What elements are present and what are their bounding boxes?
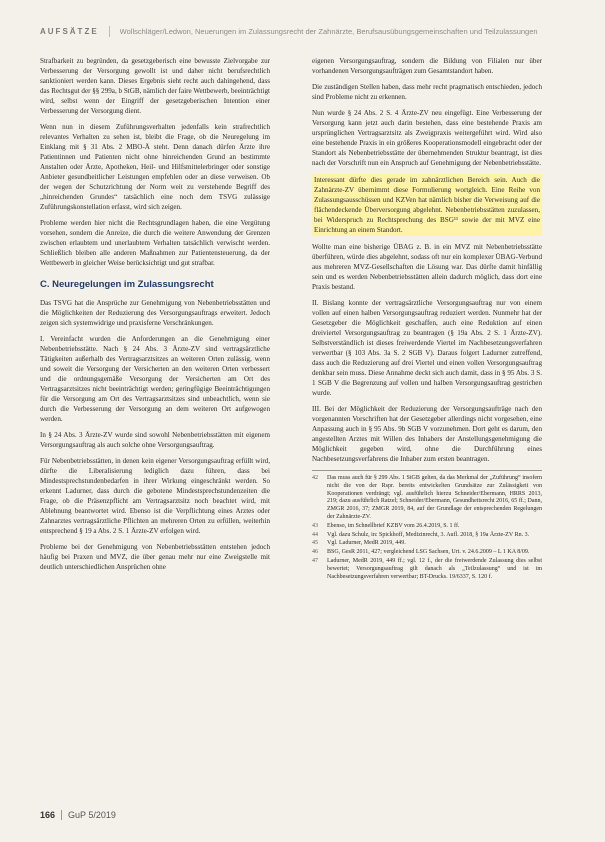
paragraph: Strafbarkeit zu begründen, da gesetzgeberisch eine bewusste Zielvorgabe zur Verbesserung der Versorgung gewollt ist und daher nicht berufsrechtlich sanktioniert werden kann. Dieses Ergebnis sieht recht auch dahingehend, dass das Rechtsgut der §§ 299a, b StGB, nämlich der faire Wettbewerb, beeinträchtigt wird, selbst wenn der Eingriff der gesetzgeberischen Intention einer Verbesserung der Versorgung dient. <box>40 57 270 115</box>
paragraph: Probleme bei der Genehmigung von Nebenbetriebsstätten entstehen jedoch häufig bei Praxen und MVZ, die über genau mehr nur eine Zweigstelle mit deutlich unterschiedlichen Ansprüchen ohne <box>40 543 270 571</box>
footnote-number: 43 <box>312 522 318 529</box>
footnote <box>312 549 542 557</box>
footnote <box>312 558 542 581</box>
footnote <box>312 532 542 540</box>
paragraph: Nun wurde § 24 Abs. 2 S. 4 Ärzte-ZV neu eingefügt. Eine Verbesserung der Versorgung kann jetzt auch darin bestehen, dass eine bestehende Praxis am ursprünglichen Vertragsarztsitz als Zweigpraxis weitergeführt wird. Wird also eine bestehende Praxis in ein größeres Kooperationsmodell eingebracht oder der Standort als Nebenbetriebsstätte der übernehmenden Struktur beantragt, ist dies nach der Vorschrift nun ein Anspruch auf Genehmigung der Nebenbetriebsstätte. <box>312 109 542 167</box>
footnote <box>312 475 542 522</box>
running-header <box>40 22 570 40</box>
footnote-text: Ebenso, im Schnellbrief KZBV vom 26.4.2019, S. 1 ff. <box>327 522 460 529</box>
page-number: 166 <box>40 810 56 820</box>
paragraph: Wenn nun in diesem Zuführungsverhalten jedenfalls kein strafrechtlich relevantes Verhalten zu sehen ist, bleibt die Frage, ob die Neuregelung im Einklang mit § 31 Abs. 2 MBO-Ä steht. Denn danach dürfen Ärzte ihre Patientinnen und Patienten nicht ohne hinreichenden Grund an bestimmte Anstalten oder Ärzte, Apotheken, Heil- und Hilfsmittelerbringer oder sonstige Anbieter gesundheitlicher Leistungen empfehlen oder an diese verweisen. Ob der wegen der Schutzrichtung der Norm weit zu verstehende Begriff des „hinreichenden Grundes“ tatsächlich eine noch dem TSVG zulässige Zuführungskonstellation erfasst, wird sich zeigen. <box>40 123 270 211</box>
footnote-text: Vgl. Ladurner, MedR 2019, 449. <box>327 540 406 547</box>
highlighted-paragraph: Interessant dürfte dies gerade im zahnärztlichen Bereich sein. Auch die Zahnärzte-ZV übernimmt diese Formulierung wortgleich. Eine Reihe von Zulassungsausschüssen und KZVen hat nämlich bisher die Verweisung auf die flächendeckende Überversorgung abgelehnt. Nebenbetriebsstätten zuzulassen, bei Widerspruch zu Rechtsprechung des BSG¹¹ sowie der mit MVZ eine Einrichtung an einem Standort. <box>314 176 540 234</box>
footnote-number: 44 <box>312 531 318 538</box>
footnote-number: 45 <box>312 540 318 547</box>
paragraph: Die zuständigen Stellen haben, dass mehr recht pragmatisch entschieden, jedoch sind Probleme nicht zu erkennen. <box>312 83 542 101</box>
footer-divider <box>61 810 62 820</box>
journal-issue: GuP 5/2019 <box>68 810 116 820</box>
paragraph: Das TSVG hat die Ansprüche zur Genehmigung von Nebenbetriebsstätten und die Möglichkeiten der Reduzierung des Versorgungsauftrags erweitert. Jedoch zeigen sich systemwidrige und praxisferne Verschränkungen. <box>40 299 270 327</box>
footnote-text: Vgl. dazu Schulz, in: Spickhoff, Medizinrecht, 3. Aufl. 2018, § 19a Ärzte-ZV Rn. 3. <box>327 531 530 538</box>
paragraph: Wollte man eine bisherige ÜBAG z. B. in ein MVZ mit Nebenbetriebsstätte überführen, würde dies abgelehnt, sodass oft nur ein komplexer ÜBAG-Verbund aus mehreren MVZ-Gesellschaften die Lösung war. Das dürfte damit hinfällig sein und es werden Nebenbetriebsstätten allein dadurch möglich, dass dort eine Praxis bestand. <box>312 243 542 291</box>
right-column <box>312 56 542 582</box>
paragraph: Probleme werden hier nicht die Rechtsgrundlagen haben, die eine Vergütung vorsehen, sondern die Anreize, die durch die weitere Anwendung der Grenzen zwischen erlaubtem und unerlaubtem Verhalten tatsächlich verwischt werden. Schließlich bleiben alle anderen Maßnahmen zur Patientensteuerung, da der Wettbewerb in gleicher Weise berücksichtigt und gut strafbar. <box>40 219 270 267</box>
footnote-text: Das muss auch für § 299 Abs. 1 StGB gelten, da das Merkmal der „Zuführung“ insofern nicht die von der Rspr. bereits entwickelten Grundsätze zur Zulässigkeit von Kooperationen verdrängt; vgl. ausführlich hierzu Schneider/Ebermann, HRRS 2013, 219; dazu ausführlich Ratzel; Schneider/Ebermann, Gesundheitsrecht 2016, 65 ff.; Dann, ZMGR 2016, 37; ZMGR 2019, 84, auf der Grundlage der entsprechenden Regelungen der Zahnärzte-ZV. <box>327 475 542 520</box>
header-divider <box>109 26 110 37</box>
section-label: AUFSÄTZE <box>40 26 99 36</box>
footnote-text: BSG, GesR 2011, 427; vergleichend LSG Sachsen, Urt. v. 24.6.2009 – L 1 KA 8/09. <box>327 549 530 556</box>
footnote-number: 47 <box>312 557 318 564</box>
paragraph: I. Vereinfacht wurden die Anforderungen an die Genehmigung einer Nebenbetriebsstätte. Nach § 24 Abs. 3 Ärzte-ZV sind vertragsärztliche Tätigkeiten außerhalb des Vertragsarztsitzes an weiteren Orten zulässig, wenn und soweit die Versorgung der Versicherten an den weiteren Orten verbessert und die ordnungsgemäße Versorgung der Versicherten am Ort des Vertragsarztsitzes nicht beeinträchtigt werden; geringfügige Beeinträchtigungen für die Versorgung am Ort des Vertragsarztsitzes sind unbeachtlich, wenn sie durch die Verbesserung der Versorgung an dem weiteren Ort aufgewogen werden. <box>40 335 270 423</box>
running-title: Wollschläger/Ledwon, Neuerungen im Zulassungsrecht der Zahnärzte, Berufsausübungsgemeinschaften und Teilzulassungen <box>119 26 538 36</box>
page-footer <box>40 810 116 820</box>
paragraph: III. Bei der Möglichkeit der Reduzierung der Versorgungsaufträge nach den vorgenannten Vorschriften hat der Gesetzgeber allerdings nicht vorgesehen, eine Anpassung auch in § 95 Abs. 9b SGB V vorzunehmen. Dort geht es darum, den angestellten Arztes mit Willen des Inhabers der Anstellungsgenehmigung die Möglichkeit gegeben wird, ohne die Durchführung eines Nachbesetzungsverfahrens die Inhaber zum ersten beantragen. <box>312 405 542 463</box>
paragraph: II. Bislang konnte der vertragsärztliche Versorgungsauftrag nur von einem vollen auf einen halben Versorgungsauftrag reduziert werden. Nunmehr hat der Gesetzgeber die Möglichkeit geschaffen, auch eine Reduktion auf einen dreiviertel Versorgungsauftrag zu beantragen (§ 19a Abs. 2 S. 1 Ärzte-ZV). Selbstverständlich ist dieses freiwerdende Viertel im Nachbesetzungsverfahren verwertbar (§ 103 Abs. 3a S. 2 SGB V). Daraus folgert Ladurner zutreffend, dass auch die Reduzierung auf drei Viertel und einen vollen Versorgungsauftrag denkbar sein muss. Diese Annahme deckt sich auch damit, dass in § 95 Abs. 3 S. 1 SGB V die Begrenzung auf vollen und halben Versorgungsauftrag gestrichen wurde. <box>312 299 542 397</box>
footnote <box>312 523 542 531</box>
paragraph: Für Nebenbetriebsstätten, in denen kein eigener Versorgungsauftrag erfüllt wird, dürfte die Liberalisierung lediglich dazu führen, dass bei Mindestsprechstundenbedarfen in ihrer Wirkung eingeschränkt werden. So erkennt Ladurner, dass durch die gebotene Mindestsprechstundenzeiten die Frage, ob die Präsenzpflicht am Vertragsarztsitz noch beachtet wird, mit Ablehnung beantwortet wird. Ebenso ist die Verpflichtung eines Arztes oder Zahnarztes vertragsärztliche Pflichten an mehreren Orten zu erfüllen, weiterhin entsprechend § 19 a Abs. 2 S. 1 Ärzte-ZV erfolgen wird. <box>40 457 270 535</box>
paragraph: In § 24 Abs. 3 Ärzte-ZV wurde sind sowohl Nebenbetriebsstätten mit eigenem Versorgungsauftrag als auch solche ohne Versorgungsauftrag. <box>40 431 270 449</box>
paragraph: eigenen Versorgungsauftrag, sondern die Bildung von Filialen nur über vorhandenen Versorgungsaufträgen zum Gesamtstandort haben. <box>312 57 542 75</box>
footnote-number: 46 <box>312 549 318 556</box>
footnote-text: Ladurner, MedR 2019, 449 ff.; vgl. 12 f., der die freiwerdende Zulassung dies selbst bewertet; Versorgungsauftrag gilt danach als „Teilzulassung“ und ist im Nachbesetzungsverfahren verwertbar; BT-Drucks. 19/6337, S. 120 f. <box>327 557 542 580</box>
footnotes <box>312 470 542 581</box>
left-column <box>40 56 270 578</box>
footnote <box>312 540 542 548</box>
section-heading: C. Neuregelungen im Zulassungsrecht <box>40 279 214 290</box>
footnote-number: 42 <box>312 475 318 481</box>
